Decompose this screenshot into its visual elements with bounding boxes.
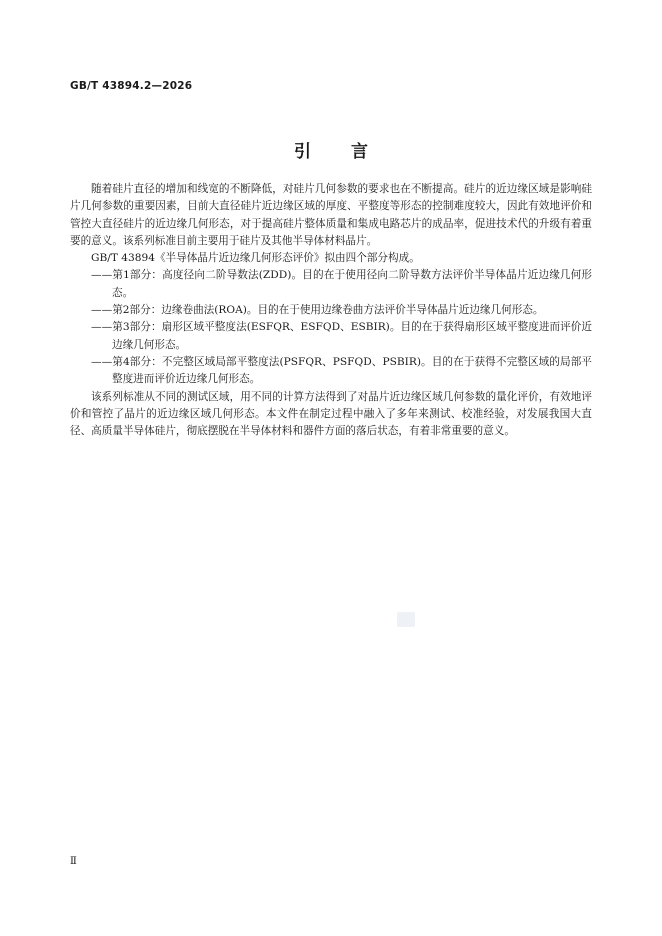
list-item-part-3: ——第3部分：扇形区域平整度法(ESFQR、ESFQD、ESBIR)。目的在于获得扇形区域平整度进而评价近边缘几何形态。 <box>91 321 592 351</box>
page-title <box>0 137 662 162</box>
paragraph-3: 该系列标准从不同的测试区域，用不同的计算方法得到了对晶片近边缘区域几何参数的量化评价，有效地评价和管控了晶片的近边缘区域几何形态。本文件在制定过程中融入了多年来测试、校准经验，对发展我国大直径、高质量半导体硅片，彻底摆脱在半导体材料和器件方面的落后状态，有着非常重要的意义。 <box>70 390 592 438</box>
watermark-logo-icon <box>397 612 415 627</box>
title-char-1: 引 <box>294 142 311 162</box>
introduction-body <box>70 181 592 440</box>
list-item-part-4: ——第4部分：不完整区域局部平整度法(PSFQR、PSFQD、PSBIR)。目的在于获得不完整区域的局部平整度进而评价近边缘几何形态。 <box>91 355 592 386</box>
paragraph-1: 随着硅片直径的增加和线宽的不断降低，对硅片几何参数的要求也在不断提高。硅片的近边缘区域是影响硅片几何参数的重要因素，目前大直径硅片近边缘区域的厚度、平整度等形态的控制难度较大，因此有效地评价和管控大直径硅片的近边缘几何形态，对于提高硅片整体质量和集成电路芯片的成品率，促进技术代的升级有着重要的意义。该系列标准目前主要用于硅片及其他半导体材料晶片。 <box>70 183 592 247</box>
standard-number: GB/T 43894.2—2026 <box>70 80 193 92</box>
list-item-part-1: ——第1部分：高度径向二阶导数法(ZDD)。目的在于使用径向二阶导数方法评价半导体晶片近边缘几何形态。 <box>91 269 592 299</box>
page-number: Ⅱ <box>70 856 77 867</box>
paragraph-2: GB/T 43894《半导体晶片近边缘几何形态评价》拟由四个部分构成。 <box>91 252 420 265</box>
title-char-2: 言 <box>351 142 368 162</box>
list-item-part-2: ——第2部分：边缘卷曲法(ROA)。目的在于使用边缘卷曲方法评价半导体晶片近边缘几何形态。 <box>91 304 544 317</box>
